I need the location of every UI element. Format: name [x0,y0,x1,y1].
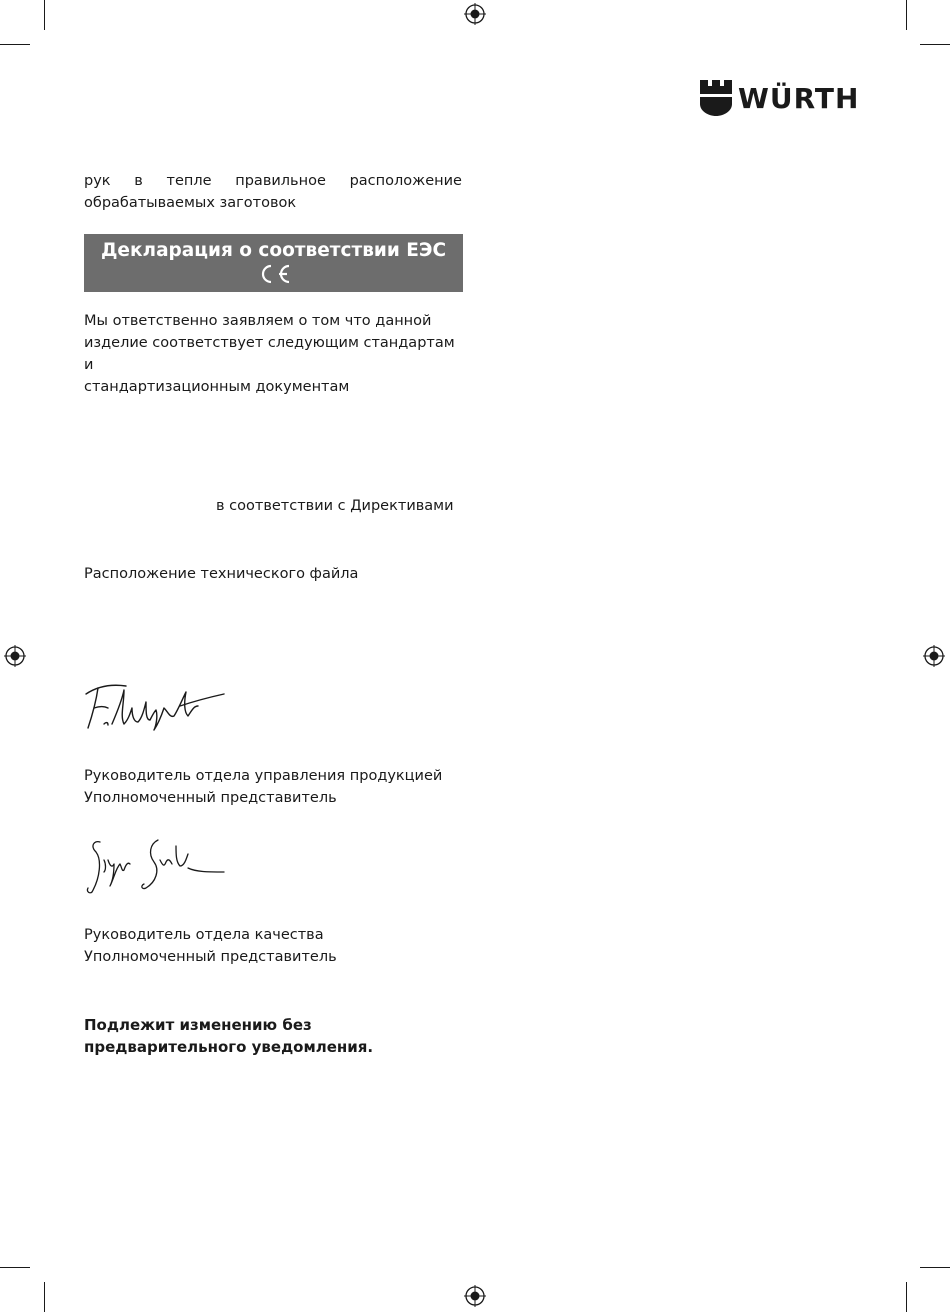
intro-word: рук [84,173,111,189]
intro-word: тепле [166,173,212,189]
crop-mark [0,44,30,45]
signatory-1-role: Уполномоченный представитель [84,790,337,806]
intro-line-2: обрабатываемых заготовок [84,195,297,211]
conformity-statement [84,310,464,398]
crop-mark [44,1282,45,1312]
intro-paragraph [84,170,462,214]
declaration-title: Декларация о соответствии ЕЭС [100,240,447,261]
registration-mark-icon [923,645,945,667]
notice-line: Подлежит изменению без [84,1016,312,1034]
registration-mark-icon [464,1285,486,1307]
signatory-1 [84,765,442,809]
declaration-banner [84,234,463,292]
intro-word: правильное [235,173,326,189]
intro-word: расположение [349,173,462,189]
crop-mark [920,44,950,45]
brand-name: WÜRTH [738,81,860,115]
statement-line: Мы ответственно заявляем о том что данной [84,313,432,329]
registration-mark-icon [4,645,26,667]
signature-1 [84,680,254,732]
crop-mark [0,1267,30,1268]
statement-line: изделие соответствует следующим стандартам и [84,335,455,373]
signatory-1-title: Руководитель отдела управления продукцией [84,768,443,784]
ce-mark-icon [256,263,292,285]
crop-mark [906,1282,907,1312]
signatory-2-role: Уполномоченный представитель [84,949,337,965]
technical-file-text: Расположение технического файла [84,566,359,582]
intro-line-1 [84,170,462,192]
directives-text: в соответствии с Директивами [216,498,454,514]
crop-mark [44,0,45,30]
registration-mark-icon [464,3,486,25]
signatory-2 [84,924,337,968]
wurth-emblem-icon [700,80,732,116]
change-notice [84,1014,373,1058]
notice-line: предварительного уведомления. [84,1038,374,1056]
crop-mark [906,0,907,30]
intro-word: в [134,173,143,189]
crop-mark [920,1267,950,1268]
wurth-logo [700,80,859,116]
signature-2 [84,834,234,896]
statement-line: стандартизационным документам [84,379,350,395]
signatory-2-title: Руководитель отдела качества [84,927,324,943]
